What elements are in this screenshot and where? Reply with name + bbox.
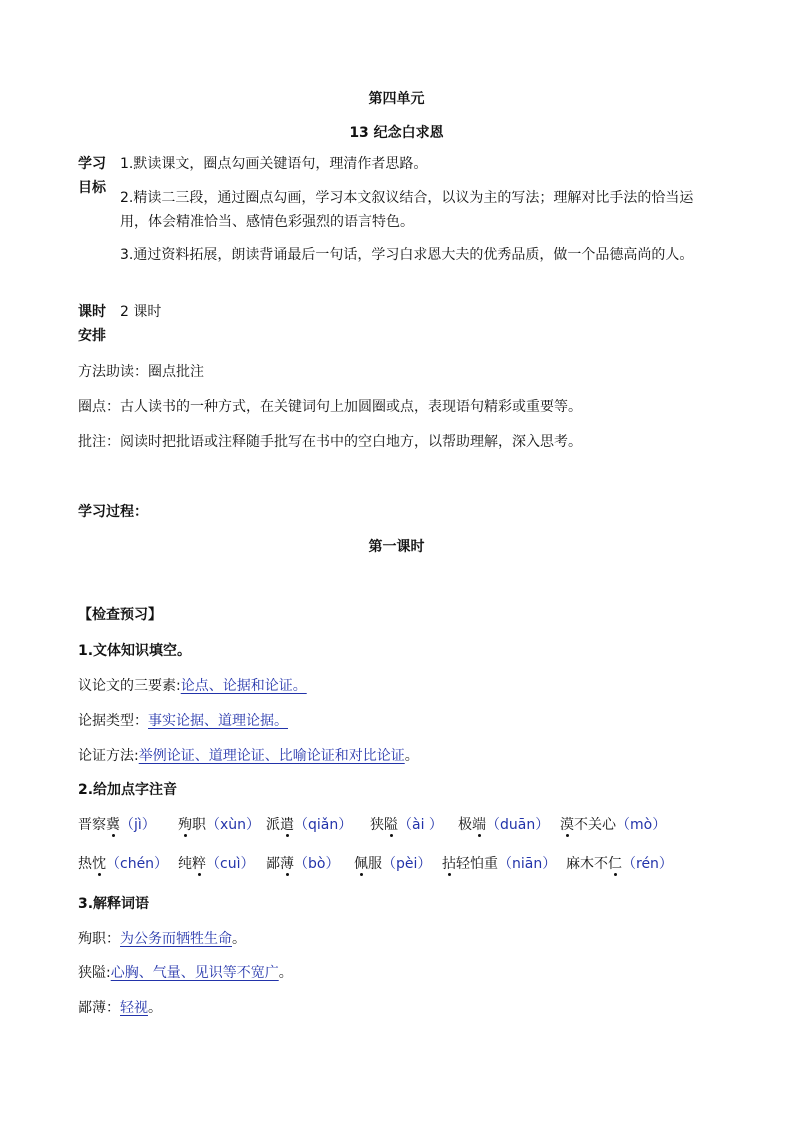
q3-row-label: 殉职：: [78, 931, 120, 947]
pinyin-item: 鄙薄（bò）: [266, 856, 340, 872]
q1-row-answer: 举例论证、道理论证、比喻论证和对比论证: [138, 748, 405, 764]
q3-row-tail: 。: [232, 931, 246, 947]
goals-label-1: 学习: [78, 156, 106, 172]
dotted-char: 端: [472, 817, 486, 833]
dotted-char: 冀: [106, 817, 120, 833]
goal-item-3: 3.通过资料拓展，朗读背诵最后一句话，学习白求恩大夫的优秀品质，做一个品德高尚的人。: [120, 247, 694, 263]
dotted-char: 隘: [384, 817, 398, 833]
q1-row: [78, 710, 288, 730]
q1-row: [78, 675, 307, 695]
q3-row-label: 鄙薄：: [78, 1000, 120, 1016]
q1-title: 1.文体知识填空。: [78, 643, 192, 659]
process-title: 学习过程：: [78, 504, 148, 520]
pinyin: （mò）: [616, 817, 667, 833]
q1-row-tail: 。: [404, 748, 419, 764]
q3-row-answer: 轻视: [120, 1000, 148, 1016]
q1-row: [78, 745, 419, 765]
pinyin: （jì）: [120, 817, 156, 833]
method-line-1: 方法助读：圈点批注: [78, 364, 204, 380]
pinyin: （duān）: [486, 817, 550, 833]
pinyin-item: 殉职（xùn）: [178, 817, 261, 833]
dotted-char: 薄: [280, 856, 294, 872]
method-line-3: 批注：阅读时把批语或注释随手批写在书中的空白地方，以帮助理解，深入思考。: [78, 434, 582, 450]
pinyin-item: 纯粹（cuì）: [178, 856, 255, 872]
pinyin-item: 漠不关心（mò）: [560, 817, 667, 833]
pinyin-item: 热忱（chén）: [78, 856, 169, 872]
pinyin: （bò）: [294, 856, 340, 872]
dotted-char: 殉: [178, 817, 192, 833]
pinyin-item: 拈轻怕重（niān）: [442, 856, 557, 872]
dotted-char: 遣: [280, 817, 294, 833]
pinyin-item: 晋察冀（jì）: [78, 817, 156, 833]
session-title: 第一课时: [368, 539, 425, 555]
q3-row: [78, 997, 162, 1017]
lesson-title: 13 纪念白求恩: [349, 125, 444, 141]
goal-item-1: 1.默读课文，圈点勾画关键语句，理清作者思路。: [120, 156, 428, 172]
schedule-value: 2 课时: [120, 304, 162, 320]
q3-row: [78, 962, 293, 982]
pinyin-item: 派遣（qiǎn）: [266, 817, 353, 833]
pinyin: （cuì）: [206, 856, 255, 872]
pinyin: （niān）: [498, 856, 557, 872]
dotted-char: 佩: [354, 856, 368, 872]
q3-row-tail: 。: [278, 965, 293, 981]
q3-row-answer: 心胸、气量、见识等不宽广: [110, 965, 279, 981]
dotted-char: 粹: [192, 856, 206, 872]
dotted-char: 仁: [608, 856, 622, 872]
goals-label-2: 目标: [78, 180, 106, 196]
pinyin-item: 狭隘（ài ）: [370, 817, 443, 833]
q3-title: 3.解释词语: [78, 896, 150, 912]
pinyin: （ài ）: [398, 817, 443, 833]
q1-row-label: 论据类型：: [78, 713, 148, 729]
preview-title: 【检查预习】: [78, 607, 162, 623]
q1-row-answer: 事实论据、道理论据。: [148, 713, 288, 729]
schedule-label-2: 安排: [78, 328, 106, 344]
q1-row-label: 论证方法:: [78, 748, 139, 764]
pinyin: （xùn）: [206, 817, 261, 833]
q3-row-label: 狭隘:: [78, 965, 111, 981]
pinyin: （chén）: [106, 856, 169, 872]
pinyin: （rén）: [622, 856, 673, 872]
q3-row-tail: 。: [148, 1000, 162, 1016]
pinyin-item: 佩服（pèi）: [354, 856, 432, 872]
schedule-label-1: 课时: [78, 304, 106, 320]
pinyin: （pèi）: [382, 856, 432, 872]
dotted-char: 拈: [442, 856, 456, 872]
q3-row: [78, 928, 246, 948]
goal-item-2: 2.精读二三段，通过圈点勾画，学习本文叙议结合，以议为主的写法；理解对比手法的恰当运用，体会精准恰当、感情色彩强烈的语言特色。: [120, 190, 694, 230]
q3-row-answer: 为公务而牺牲生命: [120, 931, 232, 947]
dotted-char: 漠: [560, 817, 574, 833]
method-line-2: 圈点：古人读书的一种方式，在关键词句上加圆圈或点，表现语句精彩或重要等。: [78, 399, 582, 415]
pinyin: （qiǎn）: [294, 817, 353, 833]
unit-title: 第四单元: [368, 91, 425, 107]
q2-title: 2.给加点字注音: [78, 782, 178, 798]
pinyin-item: 极端（duān）: [458, 817, 550, 833]
q1-row-label: 议论文的三要素:: [78, 678, 181, 694]
q1-row-answer: 论点、论据和论证。: [180, 678, 307, 694]
dotted-char: 忱: [92, 856, 106, 872]
pinyin-item: 麻木不仁（rén）: [566, 856, 673, 872]
